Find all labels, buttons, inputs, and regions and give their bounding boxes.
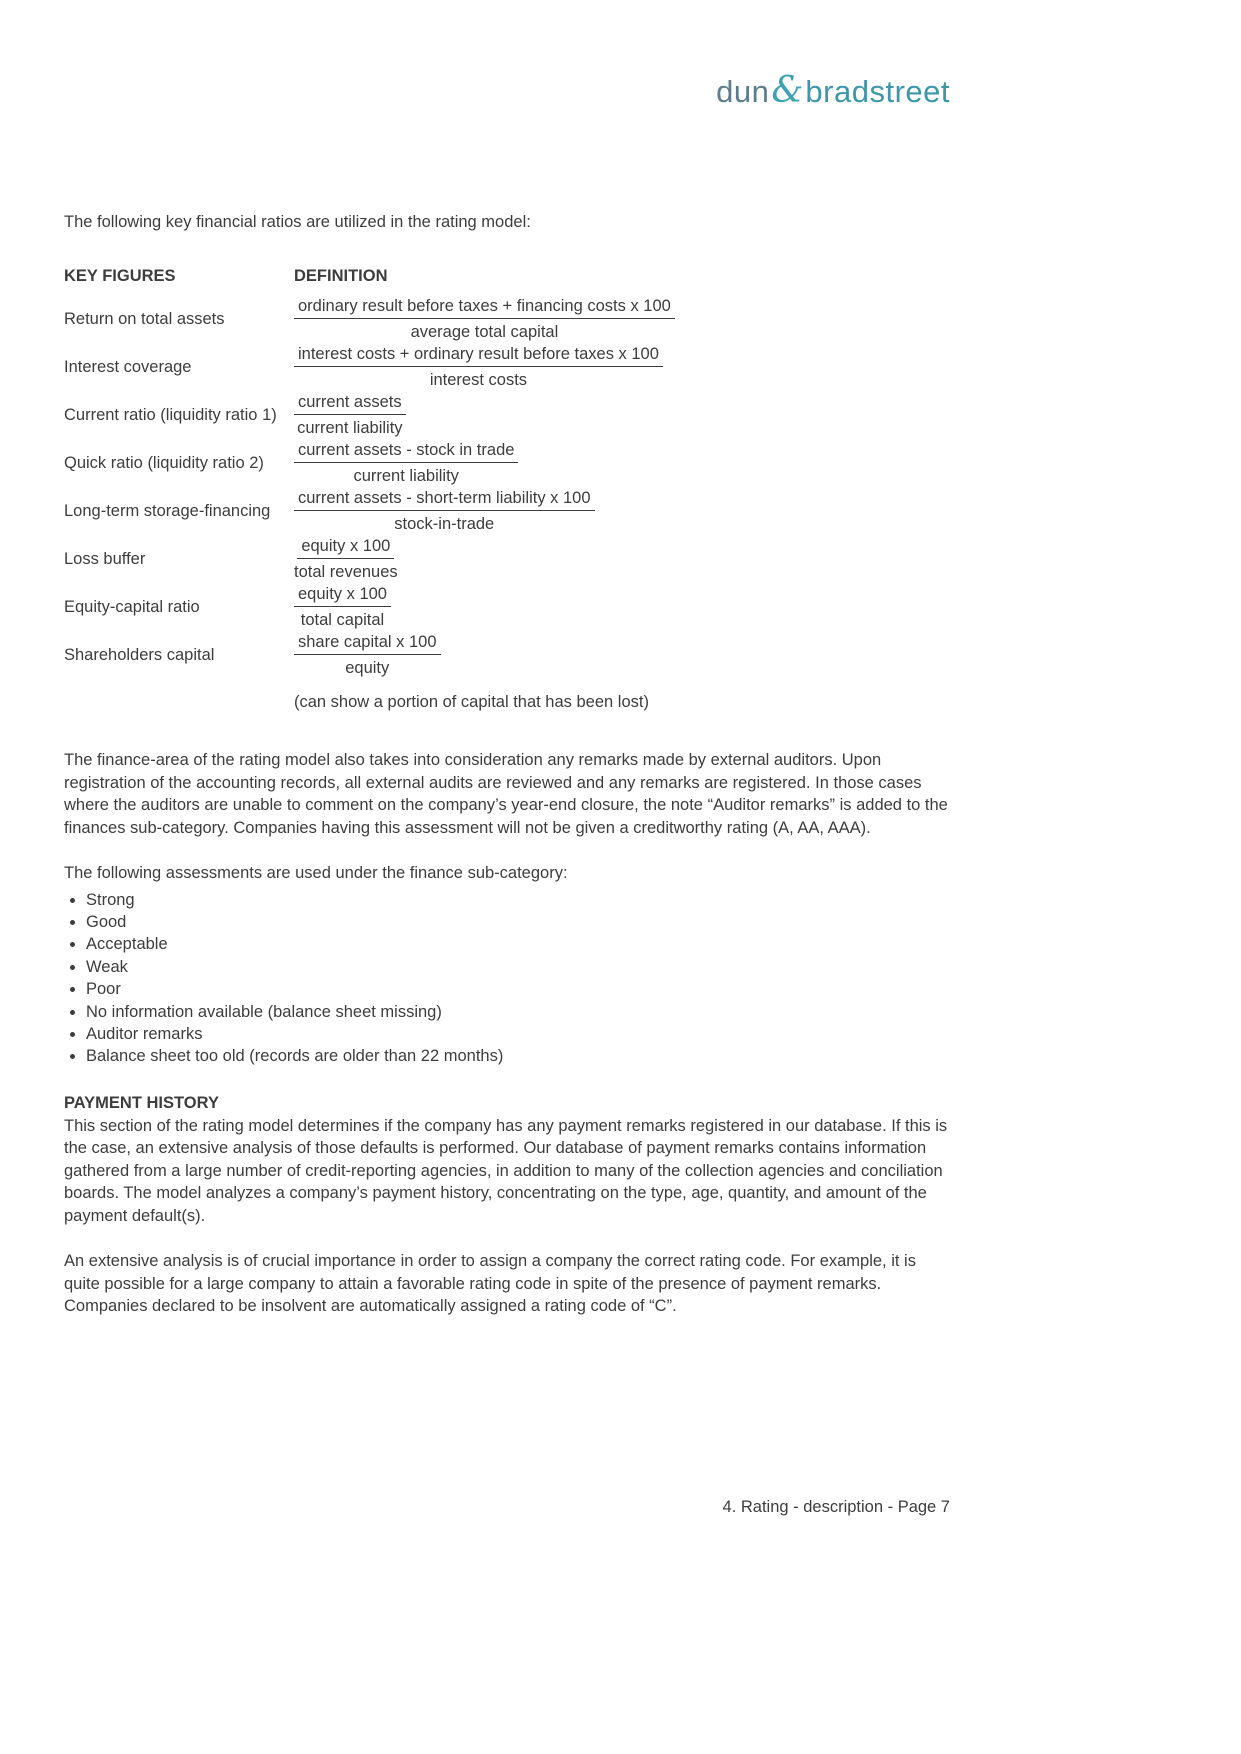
assessment-item: • Strong xyxy=(86,889,950,911)
key-figure-label: Long-term storage-financing xyxy=(64,501,271,520)
assessment-item: • Weak xyxy=(86,956,950,978)
dnb-logo xyxy=(64,0,950,111)
table-row xyxy=(64,439,950,487)
assessment-item: • No information available (balance sheet missing) xyxy=(86,1001,950,1023)
table-row xyxy=(64,535,950,583)
key-figure-label: Current ratio (liquidity ratio 1) xyxy=(64,405,277,424)
logo-dun-text: dun xyxy=(716,74,770,109)
page-content xyxy=(64,0,950,1318)
assessments-intro: The following assessments are used under the finance sub-category: xyxy=(64,864,568,882)
key-figure-label: Shareholders capital xyxy=(64,645,215,664)
formula-denominator: equity xyxy=(345,659,390,677)
definition-cell xyxy=(294,344,950,390)
definition-cell xyxy=(294,584,950,630)
key-figure-label: Interest coverage xyxy=(64,357,192,376)
logo-bradstreet-text: bradstreet xyxy=(805,74,950,109)
key-figure-label: Return on total assets xyxy=(64,309,225,328)
definition-cell xyxy=(294,392,950,438)
definition-cell xyxy=(294,440,950,486)
formula-denominator: stock-in-trade xyxy=(394,515,495,533)
table-row xyxy=(64,631,950,679)
formula-fraction xyxy=(294,296,675,342)
definition-cell xyxy=(294,536,950,582)
payment-history-paragraph-1: This section of the rating model determines if the company has any payment remarks registered in our database. If this is the case, an extensive analysis of those defaults is performed. Our database of payment remarks contains information gathered from a large number of credit-reporting agencies, in addition to many of the collection agencies and conciliation boards. The model analyzes a company’s payment history, concentrating on the type, age, quantity, and amount of the payment default(s). xyxy=(64,1116,948,1225)
key-figure-label: Quick ratio (liquidity ratio 2) xyxy=(64,453,264,472)
assessment-item: • Good xyxy=(86,911,950,933)
intro-text: The following key financial ratios are utilized in the rating model: xyxy=(64,213,531,231)
table-row xyxy=(64,343,950,391)
formula-fraction xyxy=(294,440,518,486)
page-footer: 4. Rating - description - Page 7 xyxy=(722,1498,950,1516)
logo-ampersand-icon: & xyxy=(771,70,804,111)
formula-numerator: equity x 100 xyxy=(297,536,394,559)
definition-cell xyxy=(294,296,950,342)
table-row xyxy=(64,391,950,439)
formula-fraction xyxy=(294,344,663,390)
formula-numerator: interest costs + ordinary result before taxes x 100 xyxy=(294,344,663,367)
formula-numerator: equity x 100 xyxy=(294,584,391,607)
formula-denominator: average total capital xyxy=(410,323,559,341)
finance-paragraph: The finance-area of the rating model also takes into consideration any remarks made by external auditors. Upon registration of the accounting records, all external audits are reviewed and any remarks are registered. In those cases where the auditors are unable to comment on the company’s year-end closure, the note “Auditor remarks” is added to the finances sub-category. Companies having this assessment will not be given a creditworthy rating (A, AA, AAA). xyxy=(64,751,948,837)
formula-denominator: current liability xyxy=(297,419,403,437)
formula-denominator: total revenues xyxy=(294,563,398,581)
key-figures-table xyxy=(64,261,950,713)
formula-numerator: share capital x 100 xyxy=(294,632,441,655)
table-row xyxy=(64,487,950,535)
formula-numerator: current assets - short-term liability x 100 xyxy=(294,488,595,511)
assessment-item: • Acceptable xyxy=(86,933,950,955)
assessment-list xyxy=(64,889,950,1068)
assessment-item: • Balance sheet too old (records are older than 22 months) xyxy=(86,1045,950,1067)
definition-cell xyxy=(294,632,950,678)
definition-column-header: DEFINITION xyxy=(294,266,388,285)
formula-fraction xyxy=(294,536,398,582)
key-figure-label: Loss buffer xyxy=(64,549,146,568)
table-row xyxy=(64,583,950,631)
formula-numerator: current assets - stock in trade xyxy=(294,440,518,463)
definition-cell xyxy=(294,488,950,534)
payment-history-paragraph-2: An extensive analysis is of crucial importance in order to assign a company the correct rating code. For example, it is quite possible for a large company to attain a favorable rating code in spite of the presence of payment remarks. Companies declared to be insolvent are automatically assigned a rating code of “C”. xyxy=(64,1252,916,1316)
table-note: (can show a portion of capital that has been lost) xyxy=(294,693,649,711)
formula-fraction xyxy=(294,584,391,630)
table-row xyxy=(64,295,950,343)
formula-fraction xyxy=(294,488,595,534)
payment-history-heading: PAYMENT HISTORY xyxy=(64,1093,219,1112)
formula-fraction xyxy=(294,632,441,678)
formula-numerator: current assets xyxy=(294,392,406,415)
formula-numerator: ordinary result before taxes + financing costs x 100 xyxy=(294,296,675,319)
assessment-item: • Auditor remarks xyxy=(86,1023,950,1045)
formula-fraction xyxy=(294,392,406,438)
key-figures-column-header: KEY FIGURES xyxy=(64,266,176,285)
assessment-item: • Poor xyxy=(86,978,950,1000)
formula-denominator: total capital xyxy=(300,611,385,629)
formula-denominator: interest costs xyxy=(429,371,528,389)
table-header-row xyxy=(64,261,950,291)
formula-denominator: current liability xyxy=(353,467,459,485)
key-figure-label: Equity-capital ratio xyxy=(64,597,200,616)
